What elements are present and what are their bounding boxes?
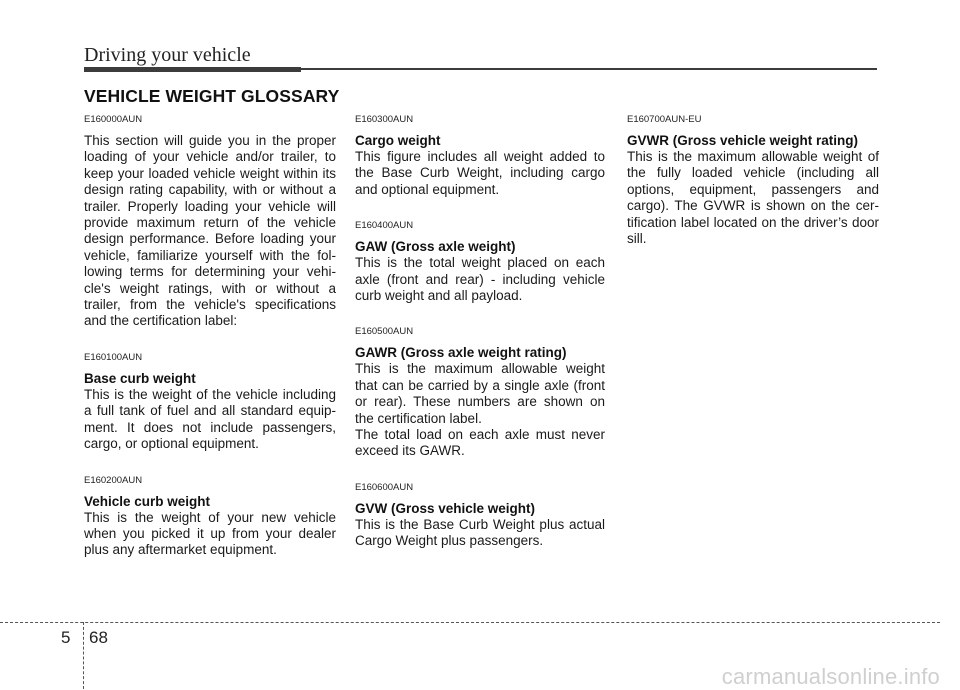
entry-term: Base curb weight [84,370,196,386]
entry-code: E160100AUN [84,351,143,363]
entry-code: E160000AUN [84,114,143,125]
entry-text: This is the maximum allowable weight that can be carried by a single axle (front or rear). These numbers are shown on the certification label. [355,361,605,426]
entry-text: This figure includes all weight added to the Base Curb Weight, including cargo and optional equipment. [355,149,605,197]
entry-term: GVWR (Gross vehicle weight rating) [627,133,859,148]
entry-code: E160500AUN [355,326,414,338]
glossary-entry-cargo-weight [355,114,605,198]
glossary-entry-gaw [355,220,605,304]
column-3 [627,114,879,265]
intro-text: This section will guide you in the proper loading of your vehicle and/or trailer, to keep your loaded vehicle weight within its design rating capability, with or without a trailer. Properly loading your vehicle will provide maximum return of the vehicle design performance. Before loading your vehicle, familiarize yourself with the fol-lowing terms for determining your vehi-cle's weight ratings, with or without a trailer, from the vehicle's specifications and the certification label: [84,133,336,329]
entry-term: Cargo weight [355,133,441,148]
header-rule-thick [84,67,301,72]
footer-divider-vertical [83,622,84,689]
page-number: 68 [89,628,108,647]
watermark-text: carmanualsonline.info [721,664,940,689]
entry-term: Vehicle curb weight [84,493,211,509]
entry-term: GVW (Gross vehicle weight) [355,500,536,516]
glossary-entry-gvwr [627,114,879,247]
entry-code: E160600AUN [355,481,414,493]
entry-text: This is the Base Curb Weight plus actual Cargo Weight plus passengers. [355,516,605,549]
section-heading: VEHICLE WEIGHT GLOSSARY [84,86,340,106]
header-rule-thin [301,68,877,70]
entry-term: GAWR (Gross axle weight rating) [355,345,567,361]
chapter-number: 5 [61,628,71,647]
glossary-entry-base-curb-weight [84,352,336,453]
intro-entry [84,114,336,330]
column-1 [84,114,336,577]
page-header-title: Driving your vehicle [84,44,251,66]
entry-text-continued: The total load on each axle must never exceed its GAWR. [355,427,605,459]
entry-text: This is the total weight placed on each axle (front and rear) - including vehicle curb weight and all payload. [355,255,605,304]
entry-text: This is the weight of the vehicle including a full tank of fuel and all standard equip-ment. It does not include passengers, cargo, or optional equipment. [84,386,336,452]
entry-text: This is the weight of your new vehicle when you picked it up from your dealer plus any aftermarket equipment. [84,509,336,558]
glossary-entry-vehicle-curb-weight [84,475,336,559]
entry-code: E160300AUN [355,114,414,125]
entry-code: E160400AUN [355,220,414,232]
entry-text: This is the maximum allowable weight of the fully loaded vehicle (including all options, equipment, passengers and cargo). The GVWR is shown on the cer-tification label located on the driver’s door sill. [627,149,879,247]
glossary-entry-gvw [355,482,605,550]
glossary-entry-gawr [355,326,605,459]
entry-code: E160200AUN [84,474,143,486]
entry-code: E160700AUN-EU [627,114,702,125]
column-2 [355,114,605,568]
footer-divider-horizontal [0,622,940,623]
entry-term: GAW (Gross axle weight) [355,239,516,255]
